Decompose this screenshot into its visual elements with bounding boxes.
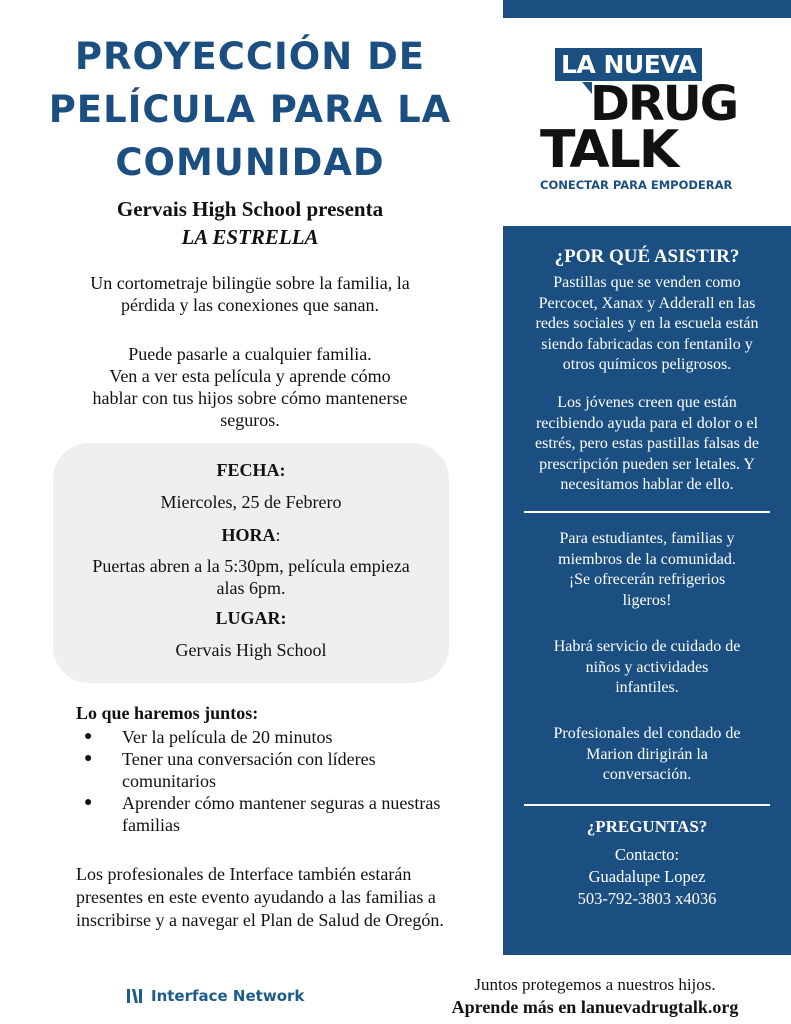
logo-talk: TALK [540,120,678,180]
text-line: Habrá servicio de cuidado de [553,638,741,655]
title-line-1: PROYECCIÓN DE [74,35,426,78]
activities-list [76,702,456,836]
divider [524,804,770,806]
presenter-block [0,195,500,251]
event-details-box [53,443,449,683]
intro-line: Un cortometraje bilingüe sobre la familia, la [90,273,410,293]
professionals-paragraph [515,724,779,786]
logo-tagline: CONECTAR PARA EMPODERAR [540,178,733,192]
text-line: estrés, pero estas pastillas falsas de [535,435,759,452]
interface-network-icon [127,988,143,1004]
text-line: siendo fabricadas con fentanilo y [541,335,753,353]
text-line: ¡Se ofrecerán refrigerios [568,571,726,588]
text-line: ligeros! [622,591,672,609]
text-line: recibiendo ayuda para el dolor o el [535,414,759,432]
film-title: LA ESTRELLA [181,225,319,249]
time-label-row [53,524,449,546]
invite-paragraph [50,343,450,431]
text-line: Marion dirigirán la [586,745,708,763]
text-line: miembros de la comunidad. [558,550,736,568]
page-title [0,30,500,189]
text-line: otros químicos peligrosos. [562,356,732,373]
place-label: LUGAR: [215,608,287,628]
contact-label: Contacto: [614,845,680,864]
footer [420,973,770,1019]
presenter-line: Gervais High School presenta [116,197,384,221]
interface-network-logo [127,987,304,1005]
time-value-line: alas 6pm. [216,578,286,598]
text-line: Los jóvenes creen que están [557,394,737,411]
footer-tagline: Juntos protegemos a nuestros hijos. [474,975,716,994]
childcare-paragraph [515,637,779,699]
why-paragraph-1 [515,273,779,376]
text-line: Percocet, Xanax y Adderall en las [538,294,756,312]
questions-heading: ¿PREGUNTAS? [586,817,708,836]
logo-drug: DRUG [590,76,738,132]
invite-line: Puede pasarle a cualquier familia. [128,344,372,364]
list-item: ● Tener una conversación con líderes comunitarios [76,748,456,792]
why-paragraph-2 [515,393,779,496]
text-line: redes sociales y en la escuela están [535,315,759,332]
contact-name: Guadalupe Lopez [588,867,706,886]
list-item: ● Aprender cómo mantener seguras a nuestras familias [76,792,456,836]
list-item: ● Ver la película de 20 minutos [76,726,456,748]
place-value: Gervais High School [175,640,327,660]
audience-paragraph [515,529,779,611]
divider [524,511,770,513]
activities-header: Lo que haremos juntos: [76,703,259,723]
contact-phone[interactable]: 503-792-3803 x4036 [577,889,717,908]
text-line: niños y actividades [585,658,709,676]
sidebar-panel [503,226,791,955]
why-attend-heading: ¿POR QUÉ ASISTIR? [554,246,740,267]
top-color-band [503,0,791,18]
text-line: prescripción pueden ser letales. Y [539,455,755,473]
text-line: Pastillas que se venden como [553,274,741,291]
title-line-2: PELÍCULA PARA LA [48,88,452,131]
text-line: infantiles. [615,679,679,696]
date-value: Miercoles, 25 de Febrero [160,492,342,512]
time-value-line: Puertas abren a la 5:30pm, película empieza [92,556,410,576]
text-line: necesitamos hablar de ello. [560,476,734,493]
text-line: conversación. [602,766,692,783]
invite-line: seguros. [220,410,280,430]
text-line: Profesionales del condado de [553,725,741,742]
contact-block [515,844,779,910]
invite-line: Ven a ver esta película y aprende cómo [109,366,391,386]
title-line-3: COMUNIDAD [115,141,385,184]
logo-la-nueva: LA NUEVA [555,48,702,81]
text-line: Para estudiantes, familias y [559,530,735,547]
time-value [48,555,454,599]
interface-network-name: Interface Network [151,987,305,1005]
intro-line: pérdida y las conexiones que sanan. [121,295,379,315]
time-label: HORA [221,525,276,545]
interface-note: Los profesionales de Interface también estarán presentes en este evento ayudando a las familias a inscribirse y a navegar el Plan de Salud de Oregón. [76,864,444,930]
intro-paragraph [50,272,450,316]
footer-website[interactable]: Aprende más en lanuevadrugtalk.org [451,997,739,1017]
time-colon: : [275,525,281,545]
la-nueva-drug-talk-logo [540,48,770,198]
date-label: FECHA: [216,460,286,480]
invite-line: hablar con tus hijos sobre cómo mantenerse [92,388,408,408]
